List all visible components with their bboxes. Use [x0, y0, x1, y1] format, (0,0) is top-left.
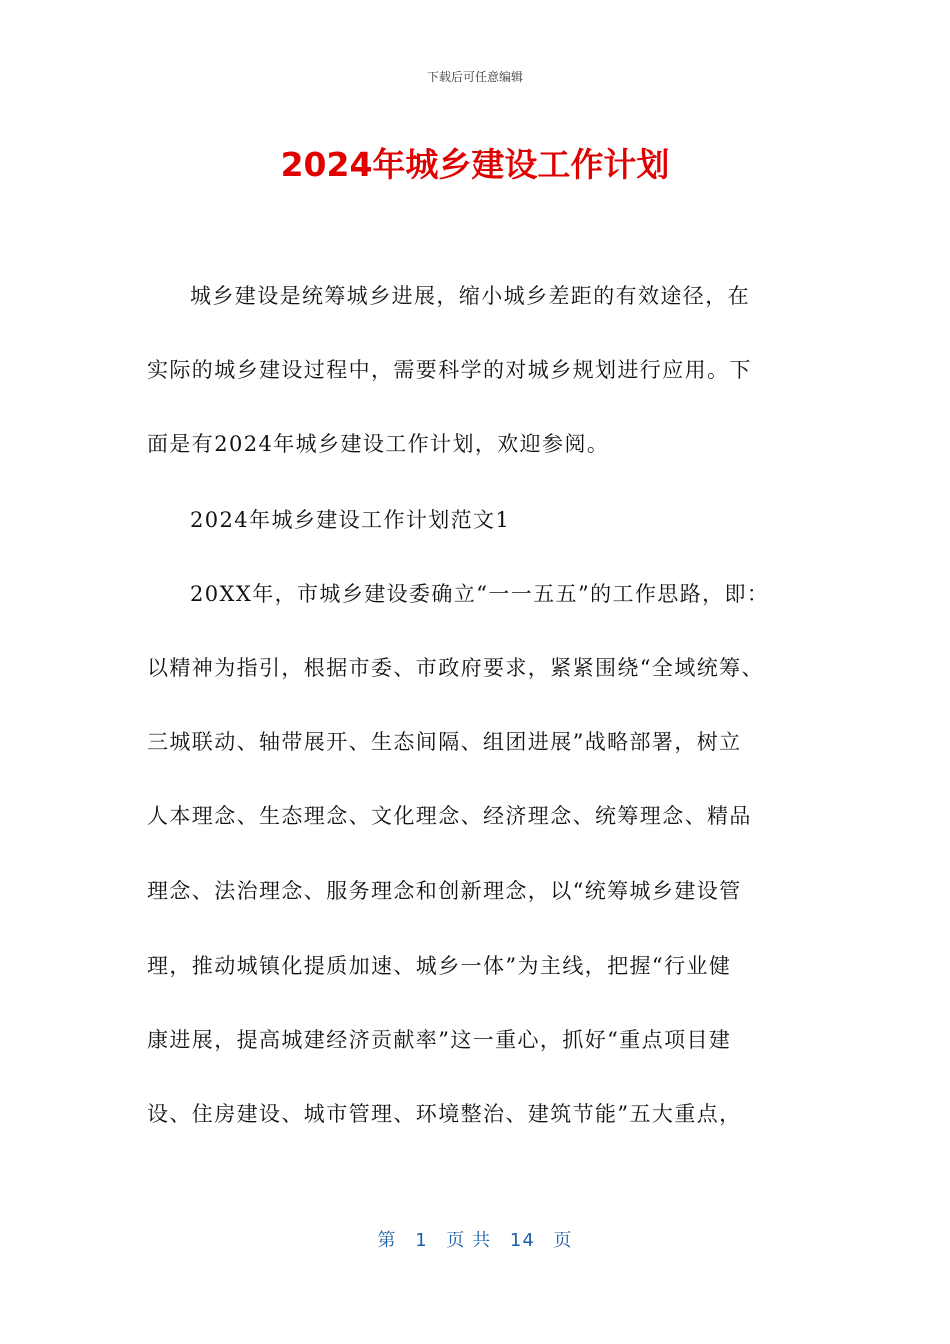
body-line-12: 设、住房建设、城市管理、环境整治、建筑节能”五大重点，	[147, 1102, 742, 1126]
page-footer	[0, 1226, 950, 1252]
body-line-6: 以精神为指引，根据市委、市政府要求，紧紧围绕“全域统筹、	[147, 656, 764, 680]
footer-total-pages: 14	[509, 1230, 535, 1251]
body-line-5: 20XX年，市城乡建设委确立“一一五五”的工作思路，即：	[190, 582, 770, 606]
header-note: 下载后可任意编辑	[426, 70, 523, 84]
body-line-3: 面是有2024年城乡建设工作计划，欢迎参阅。	[147, 432, 610, 456]
footer-label-first: 第	[377, 1230, 397, 1251]
footer-label-last: 页	[553, 1230, 573, 1251]
section-heading: 2024年城乡建设工作计划范文1	[190, 508, 511, 532]
body-line-2: 实际的城乡建设过程中，需要科学的对城乡规划进行应用。下	[147, 358, 752, 382]
body-line-8: 人本理念、生态理念、文化理念、经济理念、统筹理念、精品	[147, 804, 752, 828]
body-line-1: 城乡建设是统筹城乡进展，缩小城乡差距的有效途径，在	[190, 284, 750, 308]
document-title: 2024年城乡建设工作计划	[280, 145, 670, 184]
footer-page-number: 1	[415, 1230, 428, 1251]
body-line-9: 理念、法治理念、服务理念和创新理念，以“统筹城乡建设管	[147, 879, 742, 903]
body-line-10: 理，推动城镇化提质加速、城乡一体”为主线，把握“行业健	[147, 954, 732, 978]
body-line-11: 康进展，提高城建经济贡献率”这一重心，抓好“重点项目建	[147, 1028, 732, 1052]
body-line-7: 三城联动、轴带展开、生态间隔、组团进展”战略部署，树立	[147, 730, 742, 754]
footer-label-middle: 页 共	[446, 1230, 492, 1251]
